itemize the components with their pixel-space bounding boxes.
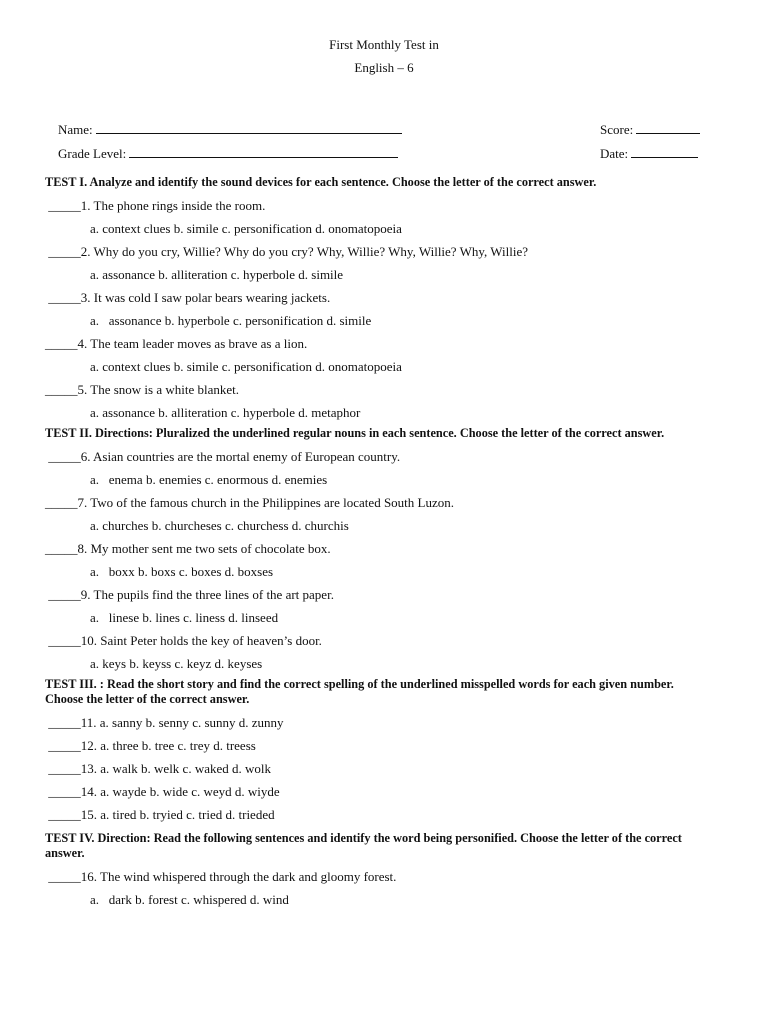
grade-level-blank[interactable] xyxy=(129,145,398,158)
question-2: _____2. Why do you cry, Willie? Why do you cry? Why, Willie? Why, Willie? Why, Willie? xyxy=(45,244,529,259)
page-subtitle: English – 6 xyxy=(354,60,414,75)
test4-heading: TEST IV. Direction: Read the following sentences and identify the word being personified. Choose the letter of the correct answer. xyxy=(45,831,682,860)
options-8: a. boxx b. boxs c. boxes d. boxses xyxy=(90,564,274,579)
options-9: a. linese b. lines c. liness d. linseed xyxy=(90,610,279,625)
question-12: _____12. a. three b. tree c. trey d. treess xyxy=(45,738,256,753)
test3-heading: TEST III. : Read the short story and find the correct spelling of the underlined misspelled words for each given number. Choose the letter of the correct answer. xyxy=(45,677,674,706)
name-label: Name: xyxy=(58,122,93,137)
question-14: _____14. a. wayde b. wide c. weyd d. wiyde xyxy=(45,784,280,799)
test1-heading: TEST I. Analyze and identify the sound devices for each sentence. Choose the letter of the correct answer. xyxy=(45,175,597,189)
grade-level-field xyxy=(45,129,398,178)
question-9: _____9. The pupils find the three lines of the art paper. xyxy=(45,587,334,602)
question-7: _____7. Two of the famous church in the Philippines are located South Luzon. xyxy=(45,495,454,510)
options-7: a. churches b. churcheses c. churchess d. churchis xyxy=(90,518,349,533)
page-title: First Monthly Test in xyxy=(329,37,439,52)
test-content xyxy=(45,175,715,907)
options-5: a. assonance b. alliteration c. hyperbole d. metaphor xyxy=(90,405,361,420)
options-1: a. context clues b. simile c. personification d. onomatopoeia xyxy=(90,221,402,236)
options-3: a. assonance b. hyperbole c. personification d. simile xyxy=(90,313,372,328)
question-3: _____3. It was cold I saw polar bears wearing jackets. xyxy=(45,290,331,305)
options-2: a. assonance b. alliteration c. hyperbole d. simile xyxy=(90,267,344,282)
question-10: _____10. Saint Peter holds the key of heaven’s door. xyxy=(45,633,322,648)
question-16: _____16. The wind whispered through the dark and gloomy forest. xyxy=(45,869,397,884)
question-15: _____15. a. tired b. tryied c. tried d. trieded xyxy=(45,807,275,822)
options-16: a. dark b. forest c. whispered d. wind xyxy=(90,892,289,907)
question-11: _____11. a. sanny b. senny c. sunny d. zunny xyxy=(45,715,284,730)
options-4: a. context clues b. simile c. personification d. onomatopoeia xyxy=(90,359,402,374)
question-5: _____5. The snow is a white blanket. xyxy=(45,382,240,397)
question-4: _____4. The team leader moves as brave as a lion. xyxy=(45,336,308,351)
date-label: Date: xyxy=(600,146,629,161)
question-6: _____6. Asian countries are the mortal enemy of European country. xyxy=(45,449,401,464)
score-label: Score: xyxy=(600,122,634,137)
options-6: a. enema b. enemies c. enormous d. enemies xyxy=(90,472,328,487)
question-13: _____13. a. walk b. welk c. waked d. wolk xyxy=(45,761,272,776)
test2-heading: TEST II. Directions: Pluralized the underlined regular nouns in each sentence. Choose the letter of the correct answer. xyxy=(45,426,665,440)
options-10: a. keys b. keyss c. keyz d. keyses xyxy=(90,656,263,671)
question-1: _____1. The phone rings inside the room. xyxy=(45,198,266,213)
date-field xyxy=(587,129,698,178)
question-8: _____8. My mother sent me two sets of chocolate box. xyxy=(45,541,331,556)
grade-level-label: Grade Level: xyxy=(58,146,127,161)
date-blank[interactable] xyxy=(631,145,698,158)
